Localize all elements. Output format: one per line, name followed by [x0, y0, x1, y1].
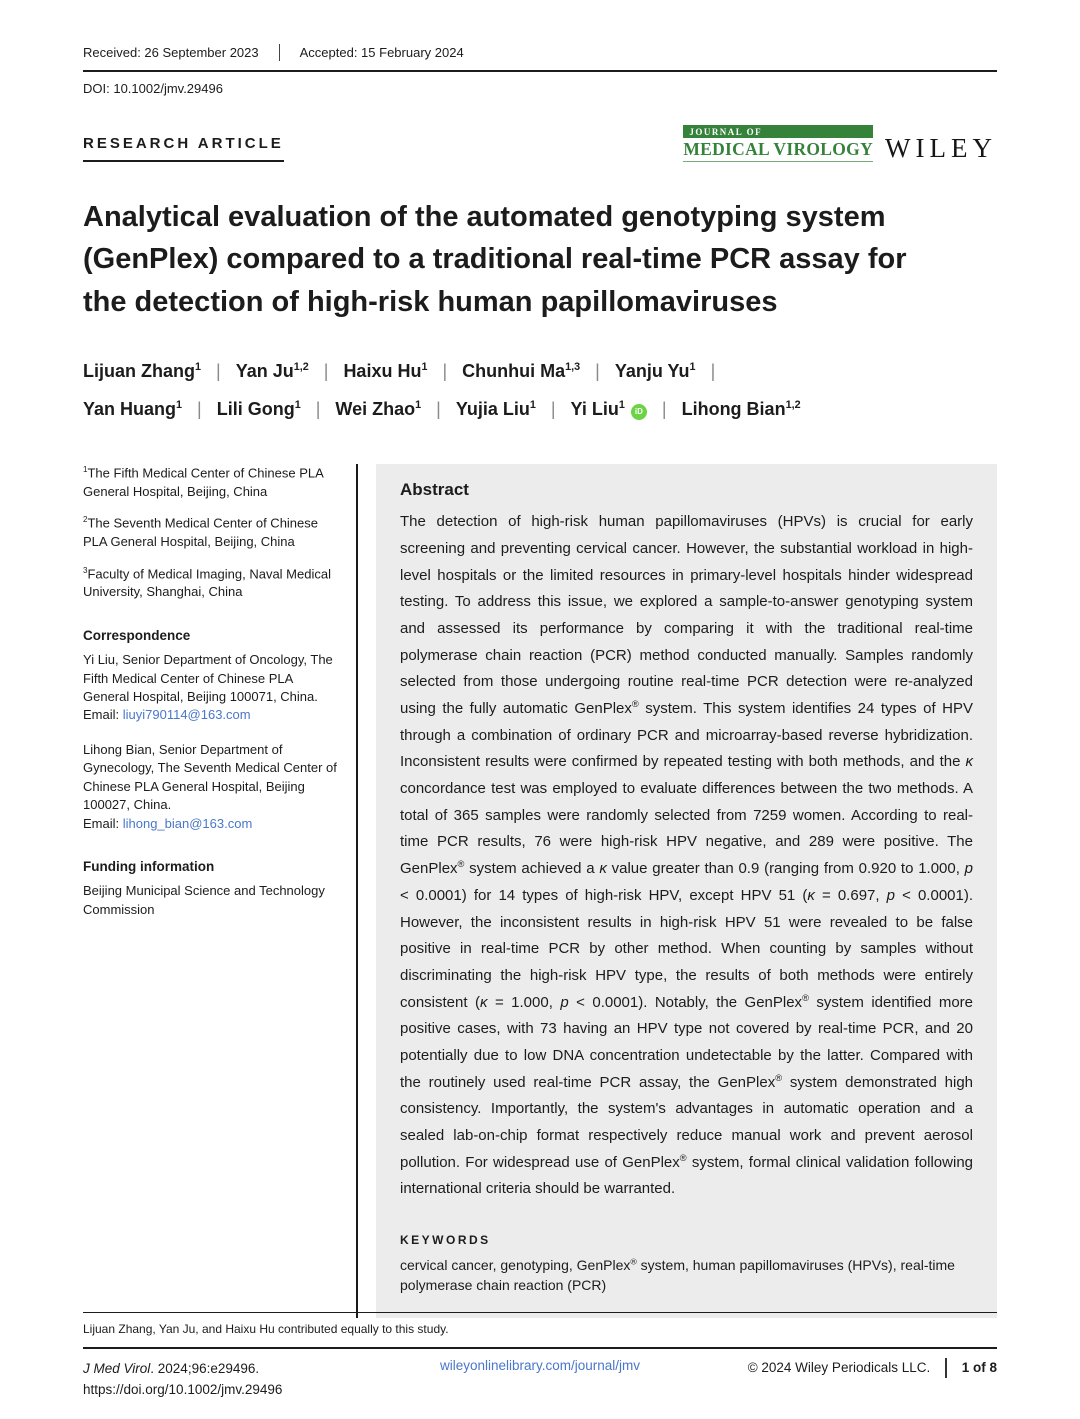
affiliation: $^1$The Fifth Medical Center of Chinese PLA General Hospital, Beijing, China: [83, 465, 324, 499]
correspondence-entries: [83, 651, 341, 833]
author-separator: |: [197, 399, 202, 420]
dates-row: [83, 44, 997, 70]
keywords-heading: KEYWORDS: [400, 1233, 491, 1248]
author: [462, 361, 580, 381]
column-divider: [356, 464, 358, 1317]
funding-text: Beijing Municipal Science and Technology Commission: [83, 883, 325, 917]
received-date: Received: 26 September 2023: [83, 45, 259, 60]
footer-row: [83, 1358, 997, 1401]
author-separator: |: [550, 399, 556, 420]
author-separator: |: [315, 399, 321, 420]
accepted-date: Accepted: 15 February 2024: [299, 45, 464, 60]
logos: [683, 125, 997, 162]
correspondence-entry: Yi Liu, Senior Department of Oncology, The Fifth Medical Center of Chinese PLA General Hospital, Beijing 100071, China. Email: liuyi790114@163.com: [83, 652, 333, 723]
journal-logo: [683, 125, 873, 162]
keywords-text: cervical cancer, genotyping, GenPlex® system, human papillomaviruses (HPVs), real-time polymerase chain reaction (PCR): [400, 1256, 955, 1294]
affiliation: $^2$The Seventh Medical Center of Chinese PLA General Hospital, Beijing, China: [83, 515, 318, 550]
copyright: © 2024 Wiley Periodicals LLC.: [747, 1360, 931, 1376]
author-affiliation-sup: 1,2: [293, 361, 309, 374]
author-name: Lijuan Zhang: [83, 361, 195, 382]
author: [343, 361, 427, 381]
page-footer: [83, 1312, 997, 1401]
footer-divider: [945, 1358, 947, 1378]
author-separator: |: [595, 361, 600, 382]
author-affiliation-sup: 1: [195, 361, 202, 374]
paper-title: Analytical evaluation of the automated genotyping system (GenPlex) compared to a traditional real-time PCR assay for the detection of high-risk human papillomaviruses: [83, 200, 907, 319]
journal-homepage-link[interactable]: wileyonlinelibrary.com/journal/jmv: [439, 1357, 641, 1373]
author-name: Wei Zhao: [335, 399, 416, 420]
wiley-logo: WILEY: [885, 132, 997, 163]
author-affiliation-sup: 1,3: [565, 361, 581, 374]
author-name: Yanju Yu: [614, 361, 690, 382]
footer-rule-top: [83, 1312, 997, 1314]
author-row: [83, 388, 997, 426]
author-affiliation-sup: 1: [294, 399, 301, 412]
author-affiliation-sup: 1: [529, 399, 536, 412]
abstract-box: [376, 464, 997, 1317]
author-separator: |: [436, 399, 441, 420]
journal-logo-name: MEDICAL VIROLOGY: [683, 139, 873, 162]
author: [83, 399, 182, 419]
author-name: Yujia Liu: [455, 399, 530, 420]
equal-contribution-note: Lijuan Zhang, Yan Ju, and Haixu Hu contributed equally to this study.: [83, 1322, 449, 1337]
correspondence-entry: Lihong Bian, Senior Department of Gynecology, The Seventh Medical Center of Chinese PLA General Hospital, Beijing 100027, China. Email: lihong_bian@163.com: [83, 741, 337, 831]
citation-doi: https://doi.org/10.1002/jmv.29496: [83, 1382, 283, 1398]
author-affiliation-sup: 1: [689, 361, 696, 374]
author-affiliation-sup: 1: [421, 361, 428, 374]
author-affiliation-sup: 1: [176, 399, 183, 412]
date-divider: [279, 44, 280, 61]
author-name: Chunhui Ma: [462, 361, 566, 382]
banner-row: [83, 122, 997, 162]
author-affiliation-sup: 1,2: [785, 399, 801, 412]
author: [682, 399, 801, 419]
author: [236, 361, 309, 381]
affiliations: [83, 464, 341, 602]
author-name: Yan Ju: [235, 361, 294, 382]
orcid-icon[interactable]: iD: [631, 404, 647, 420]
author: [335, 399, 421, 419]
sidebar: [83, 464, 341, 1317]
content-columns: [83, 464, 997, 1317]
author: [217, 399, 301, 419]
footer-rule-bottom: [83, 1347, 997, 1349]
affiliation-sup: 1: [83, 465, 88, 475]
citation-journal: J Med Virol: [83, 1360, 151, 1376]
author: [83, 361, 201, 381]
abstract-text: The detection of high-risk human papillomaviruses (HPVs) is crucial for early screening and preventing cervical cancer. However, the substantial workload in high-level hospitals or the limited resources in primary-level hospitals hinder widespread testing. To address this issue, we explored a sample-to-answer genotyping system and assessed its performance by comparing it with the traditional real-time polymerase chain reaction (PCR) method conducted manually. Samples randomly selected from those undergoing routine real-time PCR detection were re-analyzed using the fully automatic GenPlex® system. This system identifies 24 types of HPV through a combination of ordinary PCR and microarray-based reverse hybridization. Inconsistent results were confirmed by repeated testing with both methods, and the κ concordance test was employed to evaluate differences between the two methods. A total of 365 samples were randomly selected from 7259 women. According to real-time PCR results, 76 were high-risk HPV negative, and 289 were positive. The GenPlex® system achieved a κ value greater than 0.9 (ranging from 0.920 to 1.000, p < 0.0001) for 14 types of high-risk HPV, except HPV 51 (κ = 0.697, p < 0.0001). However, the inconsistent results in high-risk HPV 51 were revealed to be false positive in real-time PCR by other method. When counting by samples without discriminating the high-risk HPV type, the results of both methods were entirely consistent (κ = 1.000, p < 0.0001). Notably, the GenPlex® system identified more positive cases, with 73 having an HPV type not covered by real-time PCR, and 20 potentially due to low DNA concentration undetectable by the latter. Compared with the routinely used real-time PCR assay, the GenPlex® system demonstrated high consistency. Importantly, the system's advantages in automatic operation and a sealed lab-on-chip format respectively reduce manual work and prevent aerosol pollution. For widespread use of GenPlex® system, formal clinical validation following international criteria should be warranted.: [400, 513, 974, 1198]
affiliation-sup: 2: [83, 515, 88, 525]
footer-right: [748, 1358, 997, 1378]
author-name: Yi Liu: [570, 399, 619, 420]
author: [456, 399, 536, 419]
citation-rest: . 2024;96:e29496.: [150, 1360, 260, 1376]
correspondence-heading: Correspondence: [83, 627, 191, 643]
email-link[interactable]: liuyi790114@163.com: [122, 707, 251, 723]
author-separator: |: [442, 361, 448, 382]
author-row: [83, 350, 997, 388]
citation: [83, 1358, 440, 1401]
email-link[interactable]: lihong_bian@163.com: [122, 815, 253, 831]
author-name: Haixu Hu: [343, 361, 422, 382]
journal-logo-kicker: JOURNAL OF: [683, 125, 873, 138]
author-separator: |: [661, 399, 667, 420]
author-name: Yan Huang: [83, 399, 177, 420]
doi: DOI: 10.1002/jmv.29496: [83, 80, 223, 96]
author-separator: |: [216, 361, 221, 382]
author: [571, 399, 647, 419]
article-type-label: RESEARCH ARTICLE: [83, 135, 284, 162]
affiliation: $^3$Faculty of Medical Imaging, Naval Medical University, Shanghai, China: [83, 565, 331, 600]
author-affiliation-sup: 1: [618, 399, 625, 412]
author-name: Lili Gong: [216, 399, 295, 420]
page-number: 1 of 8: [961, 1360, 997, 1376]
header-rule: [83, 70, 997, 72]
affiliation-sup: 3: [83, 565, 88, 575]
author-affiliation-sup: 1: [415, 399, 422, 412]
funding-heading: Funding information: [83, 859, 215, 875]
authors-list: [83, 350, 997, 426]
abstract-heading: Abstract: [400, 480, 469, 500]
author-name: Lihong Bian: [681, 399, 786, 420]
author: [615, 361, 696, 381]
author-separator: |: [323, 361, 329, 382]
author-separator: |: [710, 361, 716, 382]
